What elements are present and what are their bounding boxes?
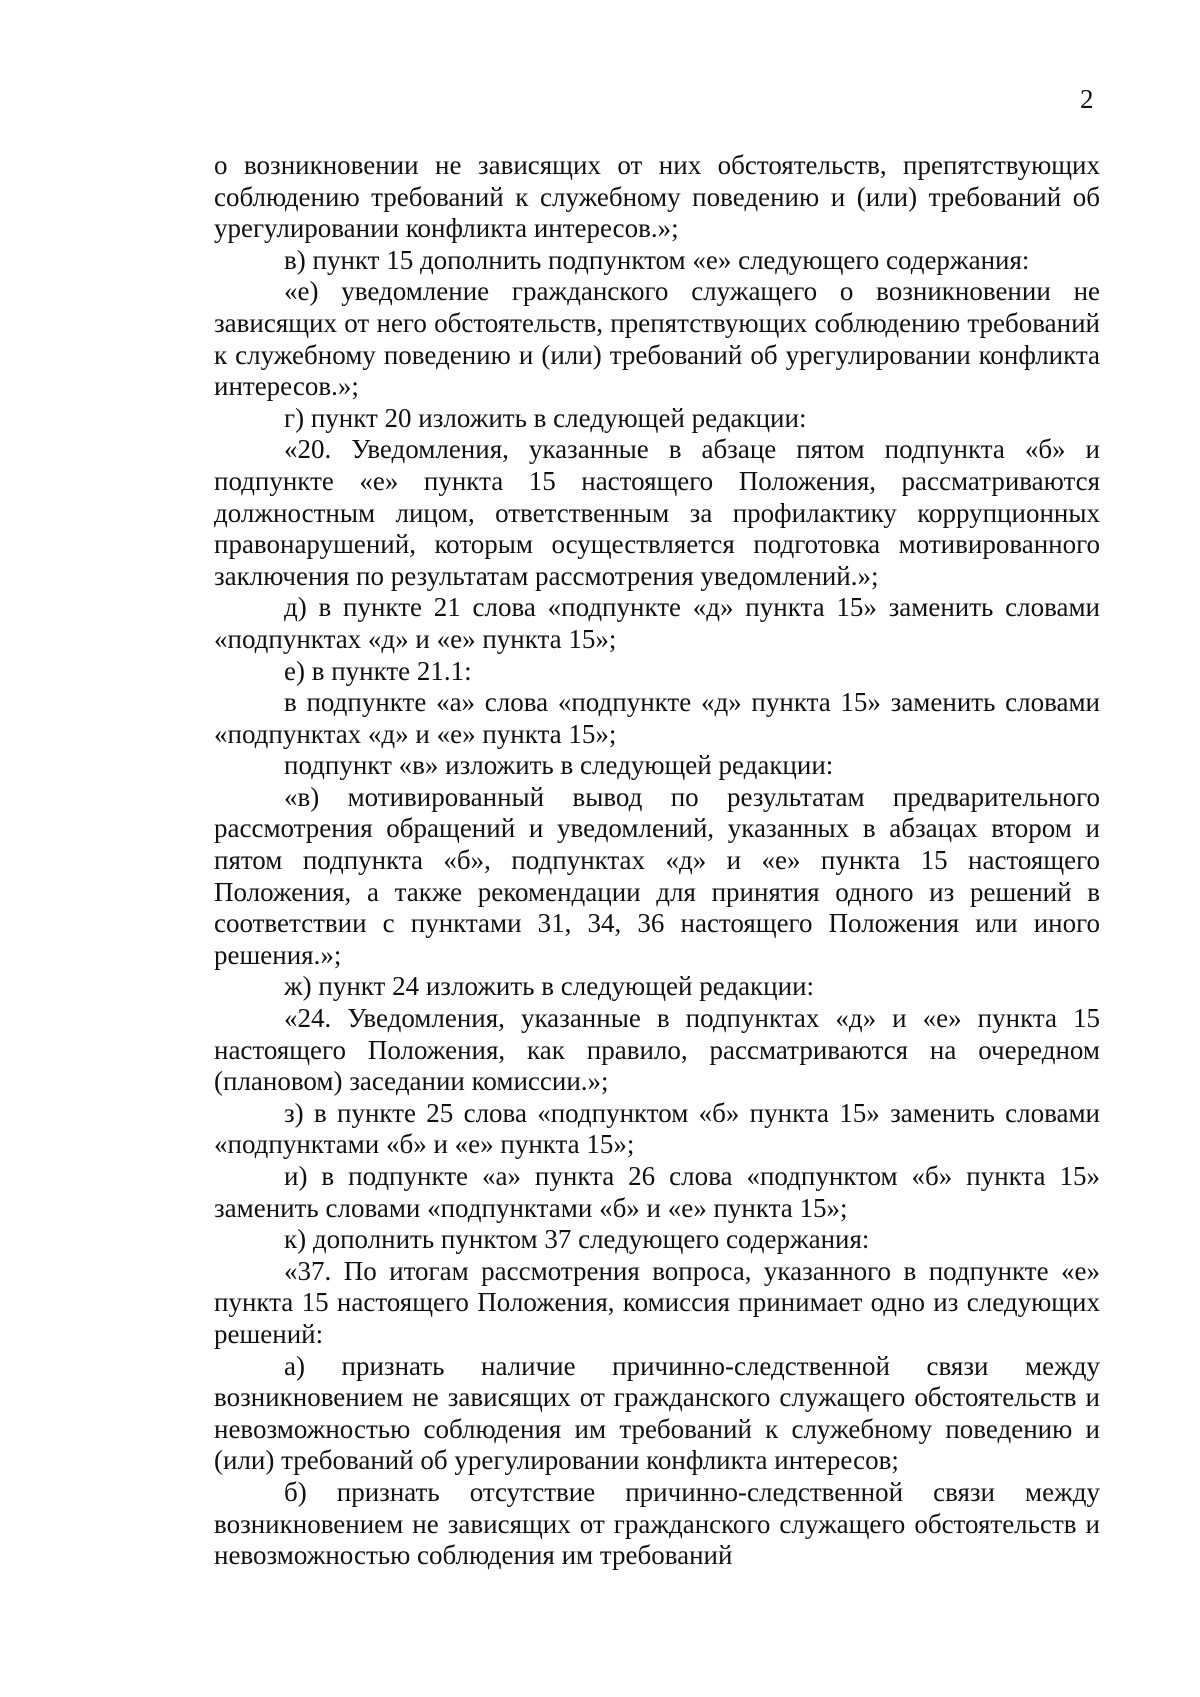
paragraph-decision-a: а) признать наличие причинно-следственной связи между возникновением не зависящих от гражданского служащего обстоятельств и невозможностью соблюдения им требований к служебному поведению и (или) требований об урегулировании конфликта интересов; [214, 1350, 1100, 1476]
paragraph-item-v: в) пункт 15 дополнить подпунктом «е» следующего содержания: [284, 244, 1030, 275]
paragraph-item-z: з) в пункте 25 слова «подпунктом «б» пункта 15» заменить словами «подпунктами «б» и «е» пункта 15»; [214, 1097, 1100, 1160]
paragraph-quote-e: «е) уведомление гражданского служащего о возникновении не зависящих от него обстоятельств, препятствующих соблюдению требований к служебному поведению и (или) требований об урегулировании конфликта интересов.»; [214, 276, 1100, 402]
paragraph-quote-24: «24. Уведомления, указанные в подпунктах «д» и «е» пункта 15 настоящего Положения, как правило, рассматриваются на очередном (плановом) заседании комиссии.»; [214, 1003, 1100, 1097]
paragraph-quote-v: «в) мотивированный вывод по результатам предварительного рассмотрения обращений и уведомлений, указанных в абзацах втором и пятом подпункта «б», подпунктах «д» и «е» пункта 15 настоящего Положения, а также рекомендации для принятия одного из решений в соответствии с пунктами 31, 34, 36 настоящего Положения или иного решения.»; [214, 781, 1100, 970]
page-number: 2 [1080, 84, 1094, 114]
paragraph-item-d: д) в пункте 21 слова «подпункте «д» пункта 15» заменить словами «подпунктах «д» и «е» пункта 15»; [214, 592, 1100, 654]
paragraph-decision-b: б) признать отсутствие причинно-следственной связи между возникновением не зависящих от гражданского служащего обстоятельств и невозможностью соблюдения им требований [214, 1476, 1100, 1571]
paragraph-item-zh: ж) пункт 24 изложить в следующей редакции: [284, 971, 815, 1002]
paragraph-item-k: к) дополнить пунктом 37 следующего содержания: [284, 1224, 870, 1255]
paragraph-continuation: о возникновении не зависящих от них обстоятельств, препятствующих соблюдению требований к служебному поведению и (или) требований об урегулировании конфликта интересов.»; [214, 150, 1100, 244]
paragraph-quote-20: «20. Уведомления, указанные в абзаце пятом подпункта «б» и подпункте «е» пункта 15 настоящего Положения, рассматриваются должностным лицом, ответственным за профилактику коррупционных правонарушений, которым осуществляется подготовка мотивированного заключения по результатам рассмотрения уведомлений.»; [214, 434, 1100, 591]
paragraph-subitem-a: в подпункте «а» слова «подпункте «д» пункта 15» заменить словами «подпунктах «д» и «е» пункта 15»; [214, 687, 1100, 749]
paragraph-item-i: и) в подпункте «а» пункта 26 слова «подпунктом «б» пункта 15» заменить словами «подпунктами «б» и «е» пункта 15»; [214, 1161, 1100, 1223]
paragraph-item-e: е) в пункте 21.1: [284, 655, 472, 686]
paragraph-quote-37: «37. По итогам рассмотрения вопроса, указанного в подпункте «е» пункта 15 настоящего Положения, комиссия принимает одно из следующих решений: [214, 1255, 1100, 1349]
paragraph-subitem-v: подпункт «в» изложить в следующей редакции: [284, 750, 834, 781]
document-body [214, 150, 1100, 1572]
paragraph-item-g: г) пункт 20 изложить в следующей редакции: [284, 402, 807, 433]
